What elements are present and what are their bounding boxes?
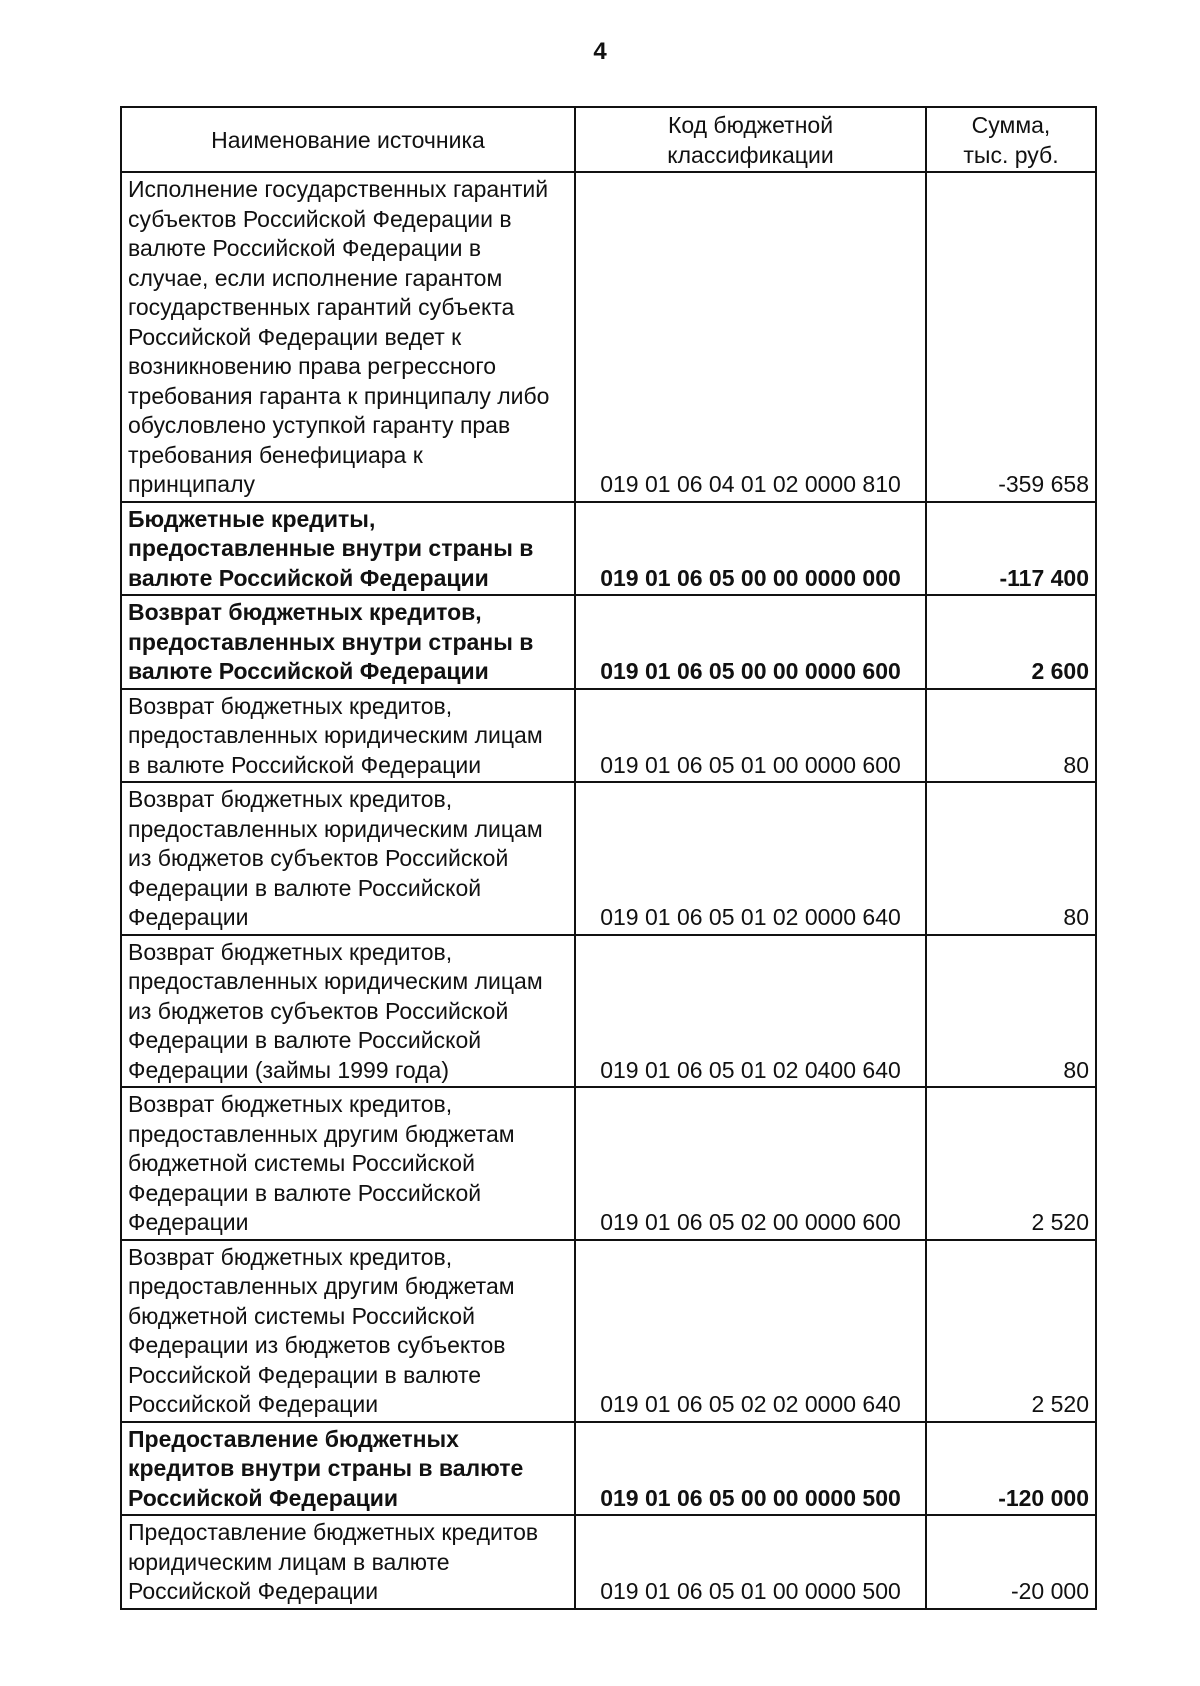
budget-code-cell: 019 01 06 05 01 00 0000 500	[575, 1515, 926, 1609]
source-name-cell: Возврат бюджетных кредитов, предоставленных другим бюджетам бюджетной системы Российской Федерации из бюджетов субъектов Российской Федерации в валюте Российской Федерации	[121, 1240, 575, 1422]
budget-code-cell: 019 01 06 05 00 00 0000 500	[575, 1422, 926, 1516]
amount-cell: -359 658	[926, 172, 1096, 502]
source-name-cell: Возврат бюджетных кредитов, предоставленных внутри страны в валюте Российской Федерации	[121, 595, 575, 689]
amount-cell: -117 400	[926, 502, 1096, 596]
amount-cell: 80	[926, 935, 1096, 1088]
source-name-cell: Возврат бюджетных кредитов, предоставленных юридическим лицам из бюджетов субъектов Российской Федерации в валюте Российской Федерации (займы 1999 года)	[121, 935, 575, 1088]
budget-code-cell: 019 01 06 05 02 00 0000 600	[575, 1087, 926, 1240]
sources-table	[120, 106, 1097, 1610]
table-row	[121, 1087, 1096, 1240]
source-name-cell: Предоставление бюджетных кредитов внутри страны в валюте Российской Федерации	[121, 1422, 575, 1516]
table-row	[121, 502, 1096, 596]
amount-cell: 80	[926, 689, 1096, 783]
header-row	[121, 107, 1096, 172]
table-body	[121, 172, 1096, 1609]
amount-cell: 2 520	[926, 1240, 1096, 1422]
amount-cell: 2 520	[926, 1087, 1096, 1240]
budget-code-cell: 019 01 06 05 00 00 0000 000	[575, 502, 926, 596]
budget-code-cell: 019 01 06 05 01 02 0000 640	[575, 782, 926, 935]
source-name-cell: Бюджетные кредиты, предоставленные внутри страны в валюте Российской Федерации	[121, 502, 575, 596]
amount-cell: 2 600	[926, 595, 1096, 689]
budget-code-cell: 019 01 06 05 01 02 0400 640	[575, 935, 926, 1088]
table-row	[121, 782, 1096, 935]
amount-cell: -120 000	[926, 1422, 1096, 1516]
source-name-cell: Предоставление бюджетных кредитов юридическим лицам в валюте Российской Федерации	[121, 1515, 575, 1609]
source-name-cell: Возврат бюджетных кредитов, предоставленных юридическим лицам из бюджетов субъектов Российской Федерации в валюте Российской Федерации	[121, 782, 575, 935]
table-row	[121, 1515, 1096, 1609]
table-row	[121, 595, 1096, 689]
budget-code-cell: 019 01 06 05 01 00 0000 600	[575, 689, 926, 783]
amount-cell: 80	[926, 782, 1096, 935]
budget-code-cell: 019 01 06 04 01 02 0000 810	[575, 172, 926, 502]
table-row	[121, 689, 1096, 783]
header-source-name: Наименование источника	[121, 107, 575, 172]
source-name-cell: Исполнение государственных гарантий субъектов Российской Федерации в валюте Российской Федерации в случае, если исполнение гарантом государственных гарантий субъекта Российской Федерации ведет к возникновению права регрессного требования гаранта к принципалу либо обусловлено уступкой гаранту прав требования бенефициара к принципалу	[121, 172, 575, 502]
page-number: 4	[593, 38, 607, 65]
header-amount: Сумма, тыс. руб.	[926, 107, 1096, 172]
budget-code-cell: 019 01 06 05 00 00 0000 600	[575, 595, 926, 689]
source-name-cell: Возврат бюджетных кредитов, предоставленных другим бюджетам бюджетной системы Российской Федерации в валюте Российской Федерации	[121, 1087, 575, 1240]
table-row	[121, 1240, 1096, 1422]
table-row	[121, 1422, 1096, 1516]
amount-cell: -20 000	[926, 1515, 1096, 1609]
budget-code-cell: 019 01 06 05 02 02 0000 640	[575, 1240, 926, 1422]
table-row	[121, 935, 1096, 1088]
table-row	[121, 172, 1096, 502]
source-name-cell: Возврат бюджетных кредитов, предоставленных юридическим лицам в валюте Российской Федерации	[121, 689, 575, 783]
table-header	[121, 107, 1096, 172]
header-budget-code: Код бюджетной классификации	[575, 107, 926, 172]
